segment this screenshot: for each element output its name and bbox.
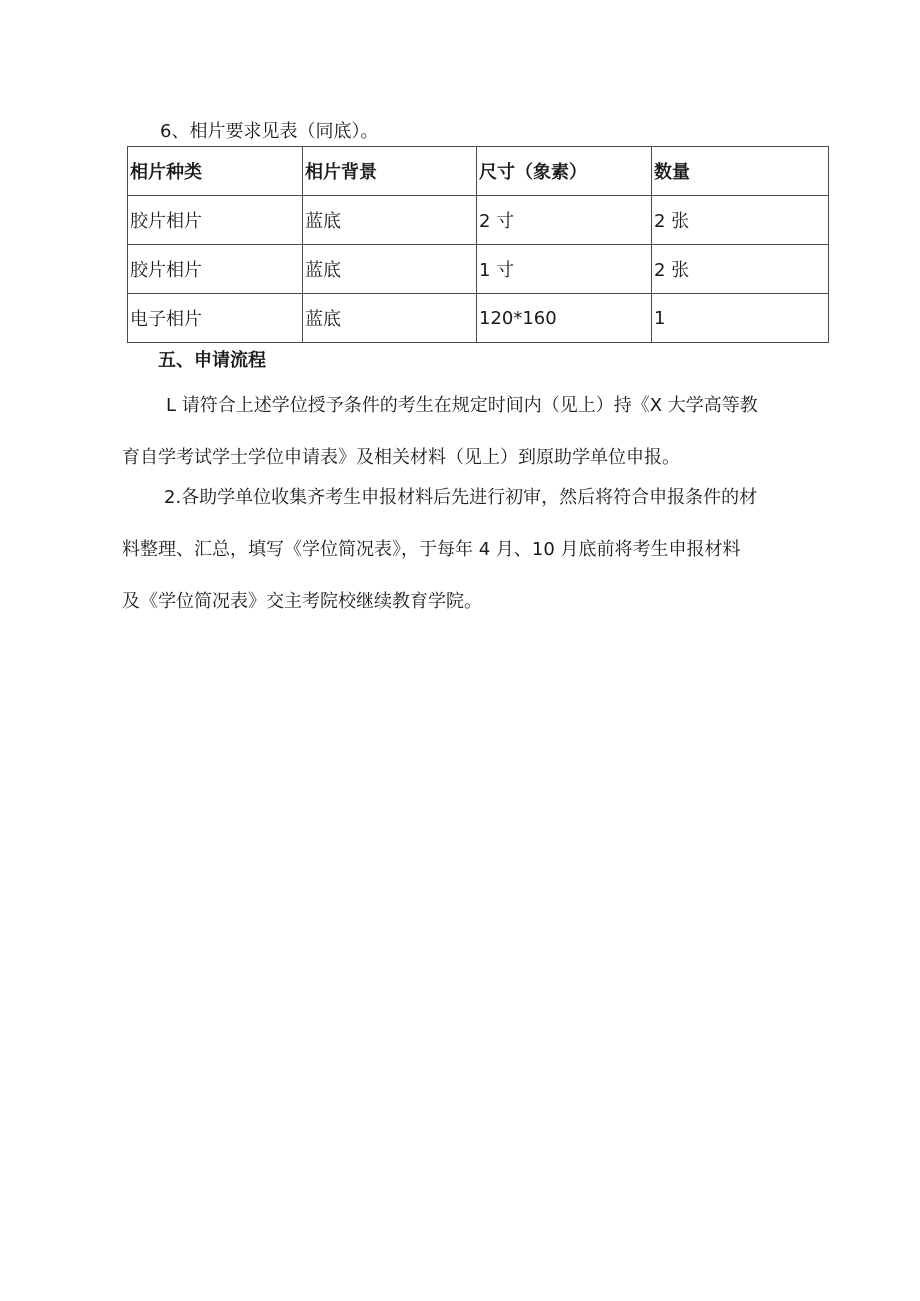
header-photo-quantity: 数量 [652,147,829,196]
paragraph-step-2 [122,472,832,628]
paragraph-line: 料整理、汇总，填写《学位简况表》，于每年 4 月、10 月底前将考生申报材料 [122,539,741,560]
table-header-row [128,147,829,196]
cell-photo-background: 蓝底 [303,294,477,343]
paragraph-line: 2.各助学单位收集齐考生申报材料后先进行初审，然后将符合申报条件的材 [164,487,758,508]
cell-photo-quantity: 2 张 [652,196,829,245]
paragraph-line: 及《学位简况表》交主考院校继续教育学院。 [122,591,482,612]
header-photo-background: 相片背景 [303,147,477,196]
header-photo-type: 相片种类 [128,147,303,196]
paragraph-step-1 [122,380,832,484]
table-row [128,245,829,294]
cell-photo-quantity: 2 张 [652,245,829,294]
cell-photo-type: 电子相片 [128,294,303,343]
photo-requirements-table [127,146,829,343]
section-title-application-process: 五、申请流程 [158,350,266,371]
cell-photo-size: 1 寸 [477,245,652,294]
cell-photo-type: 胶片相片 [128,245,303,294]
cell-photo-background: 蓝底 [303,196,477,245]
table-row [128,196,829,245]
table-row [128,294,829,343]
paragraph-line: 育自学考试学士学位申请表》及相关材料（见上）到原助学单位申报。 [122,447,680,468]
photo-requirement-intro: 6、相片要求见表（同底）。 [160,121,379,142]
paragraph-line: L 请符合上述学位授予条件的考生在规定时间内（见上）持《X 大学高等教 [166,395,758,416]
cell-photo-quantity: 1 [652,294,829,343]
cell-photo-background: 蓝底 [303,245,477,294]
cell-photo-size: 2 寸 [477,196,652,245]
cell-photo-type: 胶片相片 [128,196,303,245]
header-photo-size: 尺寸（象素） [477,147,652,196]
cell-photo-size: 120*160 [477,294,652,343]
